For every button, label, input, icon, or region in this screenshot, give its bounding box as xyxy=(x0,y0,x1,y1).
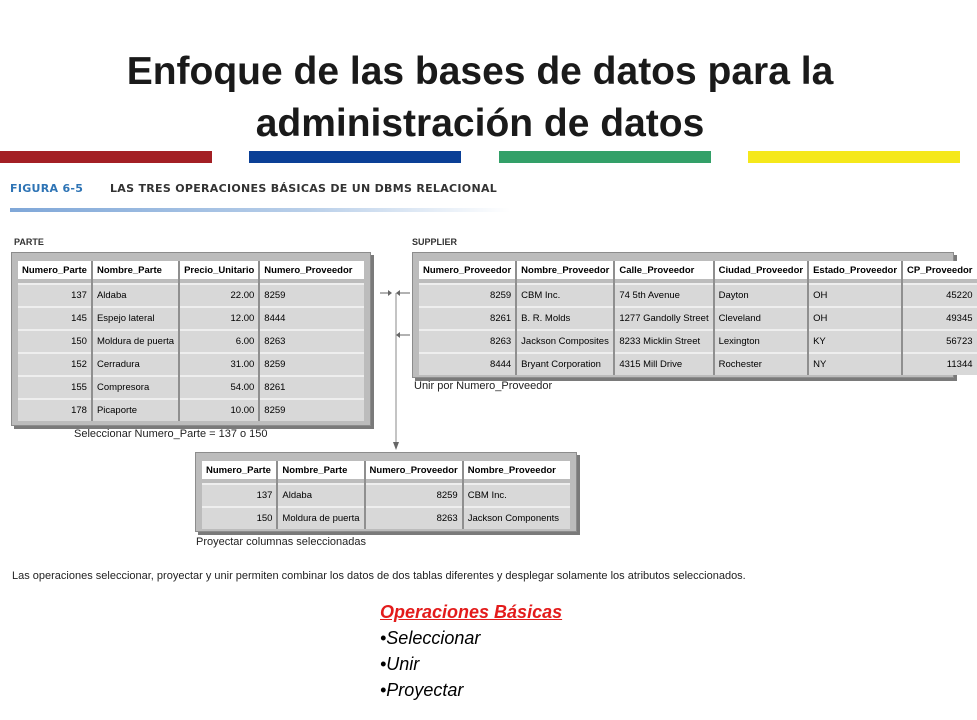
table-cell: 56723 xyxy=(902,330,976,353)
supplier-table-panel xyxy=(412,252,973,378)
table-cell: 137 xyxy=(18,284,92,307)
table-cell: NY xyxy=(808,353,902,375)
supplier-table xyxy=(419,261,977,375)
table-cell: Cerradura xyxy=(92,353,179,376)
table-cell: 31.00 xyxy=(179,353,259,376)
table-cell: Dayton xyxy=(714,284,808,307)
table-cell: OH xyxy=(808,284,902,307)
table-cell: Aldaba xyxy=(92,284,179,307)
table-row xyxy=(419,330,977,353)
table-cell: CBM Inc. xyxy=(463,484,570,507)
column-header: Ciudad_Proveedor xyxy=(714,261,808,279)
column-header: Numero_Proveedor xyxy=(419,261,516,279)
stripe-green xyxy=(499,151,711,163)
table-cell: 8444 xyxy=(419,353,516,375)
table-cell: 8259 xyxy=(259,284,364,307)
table-row xyxy=(18,307,364,330)
table-cell: Aldaba xyxy=(277,484,364,507)
table-row xyxy=(419,284,977,307)
operations-title: Operaciones Básicas xyxy=(380,602,563,622)
table-cell: 150 xyxy=(202,507,277,529)
table-cell: Rochester xyxy=(714,353,808,375)
result-table-panel xyxy=(195,452,577,532)
supplier-header-row xyxy=(419,261,977,279)
table-cell: 49345 xyxy=(902,307,976,330)
table-cell: 6.00 xyxy=(179,330,259,353)
column-header: Nombre_Proveedor xyxy=(516,261,614,279)
table-cell: 8259 xyxy=(259,353,364,376)
figure-title: LAS TRES OPERACIONES BÁSICAS DE UN DBMS RELACIONAL xyxy=(110,182,498,195)
figure-label: FIGURA 6-5 xyxy=(10,182,84,195)
table-cell: 22.00 xyxy=(179,284,259,307)
column-header: Nombre_Parte xyxy=(277,461,364,479)
column-header: Calle_Proveedor xyxy=(614,261,713,279)
parte-table xyxy=(18,261,364,421)
figure-caption: Las operaciones seleccionar, proyectar y unir permiten combinar los datos de dos tablas diferentes y desplegar solamente los atributos seleccionados. xyxy=(12,570,746,582)
stripe-red xyxy=(0,151,212,163)
table-cell: Moldura de puerta xyxy=(92,330,179,353)
result-header-row xyxy=(202,461,570,479)
table-cell: 150 xyxy=(18,330,92,353)
join-arrows xyxy=(370,284,415,454)
table-row xyxy=(18,376,364,399)
table-cell: 8263 xyxy=(365,507,463,529)
supplier-caption: Unir por Numero_Proveedor xyxy=(414,380,553,392)
column-header: CP_Proveedor xyxy=(902,261,976,279)
table-row xyxy=(18,330,364,353)
table-cell: 10.00 xyxy=(179,399,259,421)
table-cell: Moldura de puerta xyxy=(277,507,364,529)
column-header: Estado_Proveedor xyxy=(808,261,902,279)
table-cell: CBM Inc. xyxy=(516,284,614,307)
column-header: Numero_Proveedor xyxy=(365,461,463,479)
table-cell: 74 5th Avenue xyxy=(614,284,713,307)
table-cell: 8261 xyxy=(419,307,516,330)
table-cell: 137 xyxy=(202,484,277,507)
table-cell: Jackson Composites xyxy=(516,330,614,353)
table-cell: Bryant Corporation xyxy=(516,353,614,375)
operation-item-select: •Seleccionar xyxy=(380,628,481,648)
table-row xyxy=(419,307,977,330)
slide-title-line-1: Enfoque de las bases de datos para la xyxy=(126,50,834,93)
parte-caption: Seleccionar Numero_Parte = 137 o 150 xyxy=(74,428,268,440)
table-cell: Espejo lateral xyxy=(92,307,179,330)
stripe-yellow xyxy=(748,151,960,163)
parte-header-row xyxy=(18,261,364,279)
column-header: Nombre_Parte xyxy=(92,261,179,279)
table-cell: 8259 xyxy=(365,484,463,507)
table-cell: OH xyxy=(808,307,902,330)
result-table xyxy=(202,461,570,529)
table-cell: 8263 xyxy=(419,330,516,353)
table-cell: Cleveland xyxy=(714,307,808,330)
slide-title-line-2: administración de datos xyxy=(255,102,705,145)
table-row xyxy=(18,284,364,307)
table-cell: Jackson Components xyxy=(463,507,570,529)
result-caption: Proyectar columnas seleccionadas xyxy=(196,536,366,548)
table-cell: 152 xyxy=(18,353,92,376)
table-cell: 178 xyxy=(18,399,92,421)
table-cell: 54.00 xyxy=(179,376,259,399)
table-cell: 1277 Gandolly Street xyxy=(614,307,713,330)
table-cell: 11344 xyxy=(902,353,976,375)
table-row xyxy=(419,353,977,375)
slide-title xyxy=(0,46,960,150)
table-cell: 4315 Mill Drive xyxy=(614,353,713,375)
table-cell: Lexington xyxy=(714,330,808,353)
table-cell: 155 xyxy=(18,376,92,399)
operations-list xyxy=(380,599,562,703)
table-cell: 145 xyxy=(18,307,92,330)
parte-table-name: PARTE xyxy=(14,237,44,247)
operation-item-join: •Unir xyxy=(380,654,420,674)
table-cell: 8263 xyxy=(259,330,364,353)
table-cell: Picaporte xyxy=(92,399,179,421)
table-row xyxy=(202,507,570,529)
table-cell: B. R. Molds xyxy=(516,307,614,330)
table-cell: 8261 xyxy=(259,376,364,399)
stripe-blue xyxy=(249,151,461,163)
operation-item-project: •Proyectar xyxy=(380,680,464,700)
table-cell: 8259 xyxy=(419,284,516,307)
table-cell: 8233 Micklin Street xyxy=(614,330,713,353)
column-header: Precio_Unitario xyxy=(179,261,259,279)
table-cell: KY xyxy=(808,330,902,353)
column-header: Numero_Proveedor xyxy=(259,261,364,279)
table-row xyxy=(18,353,364,376)
table-cell: 8259 xyxy=(259,399,364,421)
table-row xyxy=(18,399,364,421)
column-header: Nombre_Proveedor xyxy=(463,461,570,479)
table-cell: Compresora xyxy=(92,376,179,399)
column-header: Numero_Parte xyxy=(202,461,277,479)
supplier-table-name: SUPPLIER xyxy=(412,237,458,247)
figure-rule xyxy=(10,208,510,212)
parte-table-panel xyxy=(11,252,371,426)
table-cell: 12.00 xyxy=(179,307,259,330)
table-cell: 8444 xyxy=(259,307,364,330)
table-row xyxy=(202,484,570,507)
column-header: Numero_Parte xyxy=(18,261,92,279)
table-cell: 45220 xyxy=(902,284,976,307)
